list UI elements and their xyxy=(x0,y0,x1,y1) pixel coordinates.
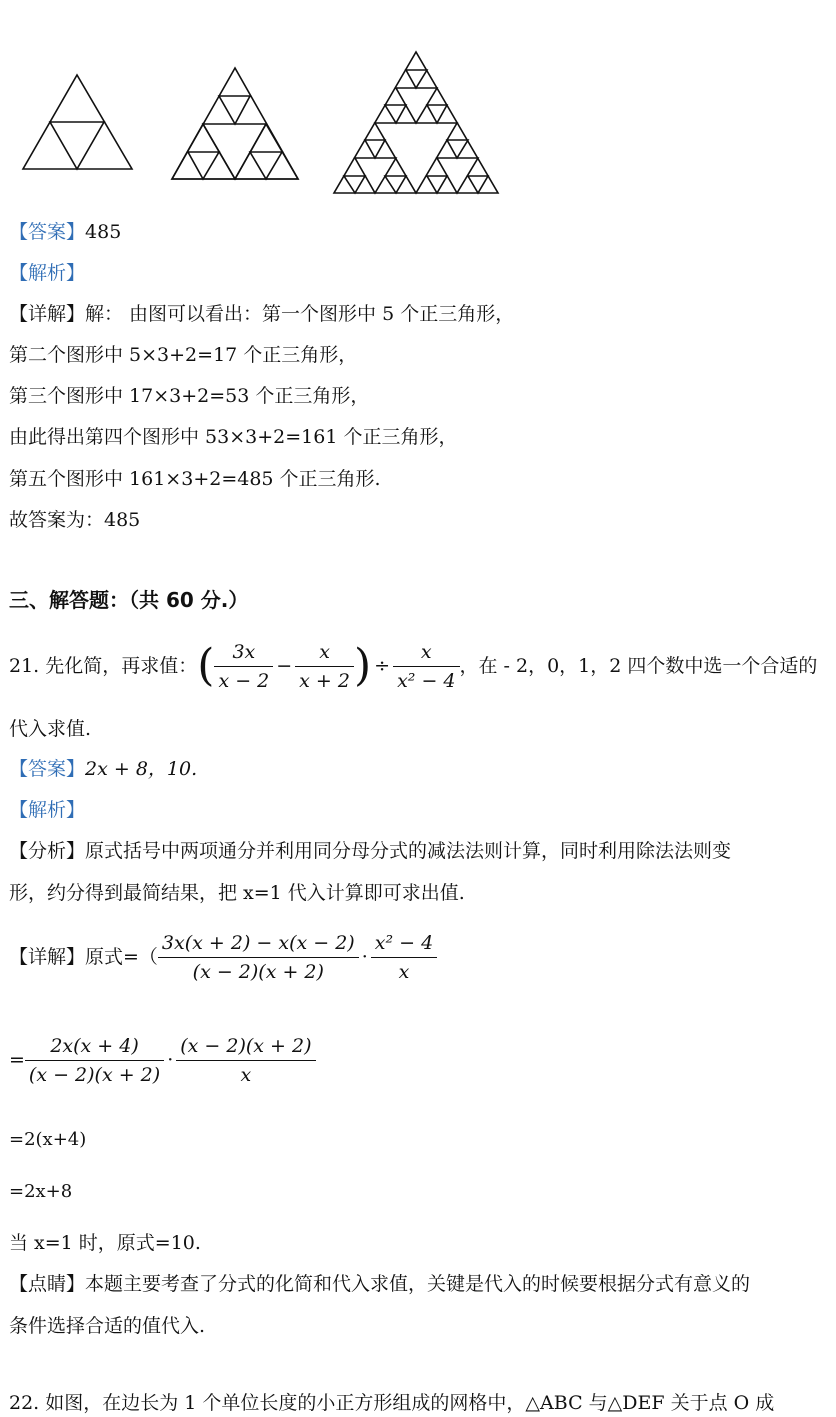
fenxi-21-line1: 【分析】原式括号中两项通分并利用同分母分式的减法法则计算，同时利用除法法则变 xyxy=(9,840,732,862)
q21-prefix: 21. 先化简，再求值： xyxy=(9,655,198,677)
step2-fraction-a: $\frac{2x(x + 4)}{(x - 2)(x + 2)}$ xyxy=(25,1032,164,1089)
dot-sign: · xyxy=(167,1049,174,1071)
detail-20-line3: 第三个图形中 17×3+2=53 个正三角形， xyxy=(9,385,370,407)
answer-21 xyxy=(9,756,197,782)
question-21 xyxy=(9,630,817,702)
detail-21-step4: =2x+8 xyxy=(9,1181,73,1202)
q21-suffix: ，在 - 2，0，1，2 四个数中选一个合适的 xyxy=(459,655,818,677)
equals-sign: = xyxy=(9,1049,25,1071)
right-paren: ) xyxy=(353,640,372,691)
triangle-figures xyxy=(0,0,836,200)
answer-tag: 【答案】 xyxy=(9,758,86,780)
q21-line2: 代入求值. xyxy=(9,718,92,740)
detail-21-step2 xyxy=(9,1025,316,1095)
detail-21-step3: =2(x+4) xyxy=(9,1129,87,1150)
section-3-title: 三、解答题：（共 60 分.） xyxy=(9,588,249,612)
detail-21-step5: 当 x=1 时，原式=10. xyxy=(9,1232,201,1254)
q21-fraction-3: $\frac{x}{\text{x² − 4}}$ xyxy=(393,638,459,695)
divide-sign: ÷ xyxy=(374,655,391,677)
left-paren: ( xyxy=(197,640,215,691)
answer-value: 485 xyxy=(85,221,122,243)
detail-20-line1: 【详解】解： 由图可以看出：第一个图形中 5 个正三角形， xyxy=(9,303,515,325)
figure-3 xyxy=(334,52,498,193)
detail-20-line5: 第五个图形中 161×3+2=485 个正三角形. xyxy=(9,468,381,490)
dianjing-21-line2: 条件选择合适的值代入. xyxy=(9,1315,206,1337)
answer-tag: 【答案】 xyxy=(9,221,86,243)
question-22-line1: 22. 如图，在边长为 1 个单位长度的小正方形组成的网格中，△ABC 与△DEF 关于点 O 成 xyxy=(9,1392,775,1414)
q21-fraction-2: $\frac{x}{x + 2}$ xyxy=(295,638,354,695)
step1-fraction-b: $\frac{\text{x² − 4}}{x}$ xyxy=(371,929,437,986)
figure-1 xyxy=(23,75,132,169)
step1-fraction-a: $\frac{3x(x + 2) - x(x - 2)}{(x - 2)(x + 2)}$ xyxy=(158,929,359,986)
detail-20-line6: 故答案为：485 xyxy=(9,509,141,531)
detail-20-line2: 第二个图形中 5×3+2=17 个正三角形， xyxy=(9,344,358,366)
dot-sign: · xyxy=(361,946,368,968)
answer-value: 2x + 8，10. xyxy=(85,758,198,780)
analysis-tag-21: 【解析】 xyxy=(9,799,86,821)
analysis-tag-20: 【解析】 xyxy=(9,262,86,284)
answer-20 xyxy=(9,219,121,245)
detail-label: 【详解】原式=（ xyxy=(9,946,158,968)
dianjing-21-line1: 【点睛】本题主要考查了分式的化简和代入求值，关键是代入的时候要根据分式有意义的 xyxy=(9,1273,751,1295)
detail-21-step1 xyxy=(9,922,437,992)
step2-fraction-b: $\frac{(x - 2)(x + 2)}{x}$ xyxy=(176,1032,315,1089)
fenxi-21-line2: 形，约分得到最简结果，把 x=1 代入计算即可求出值. xyxy=(9,882,465,904)
figure-2 xyxy=(172,68,298,179)
detail-20-line4: 由此得出第四个图形中 53×3+2=161 个正三角形， xyxy=(9,426,458,448)
minus-sign: − xyxy=(276,655,293,677)
q21-fraction-1: $\frac{3x}{x - 2}$ xyxy=(214,638,273,695)
